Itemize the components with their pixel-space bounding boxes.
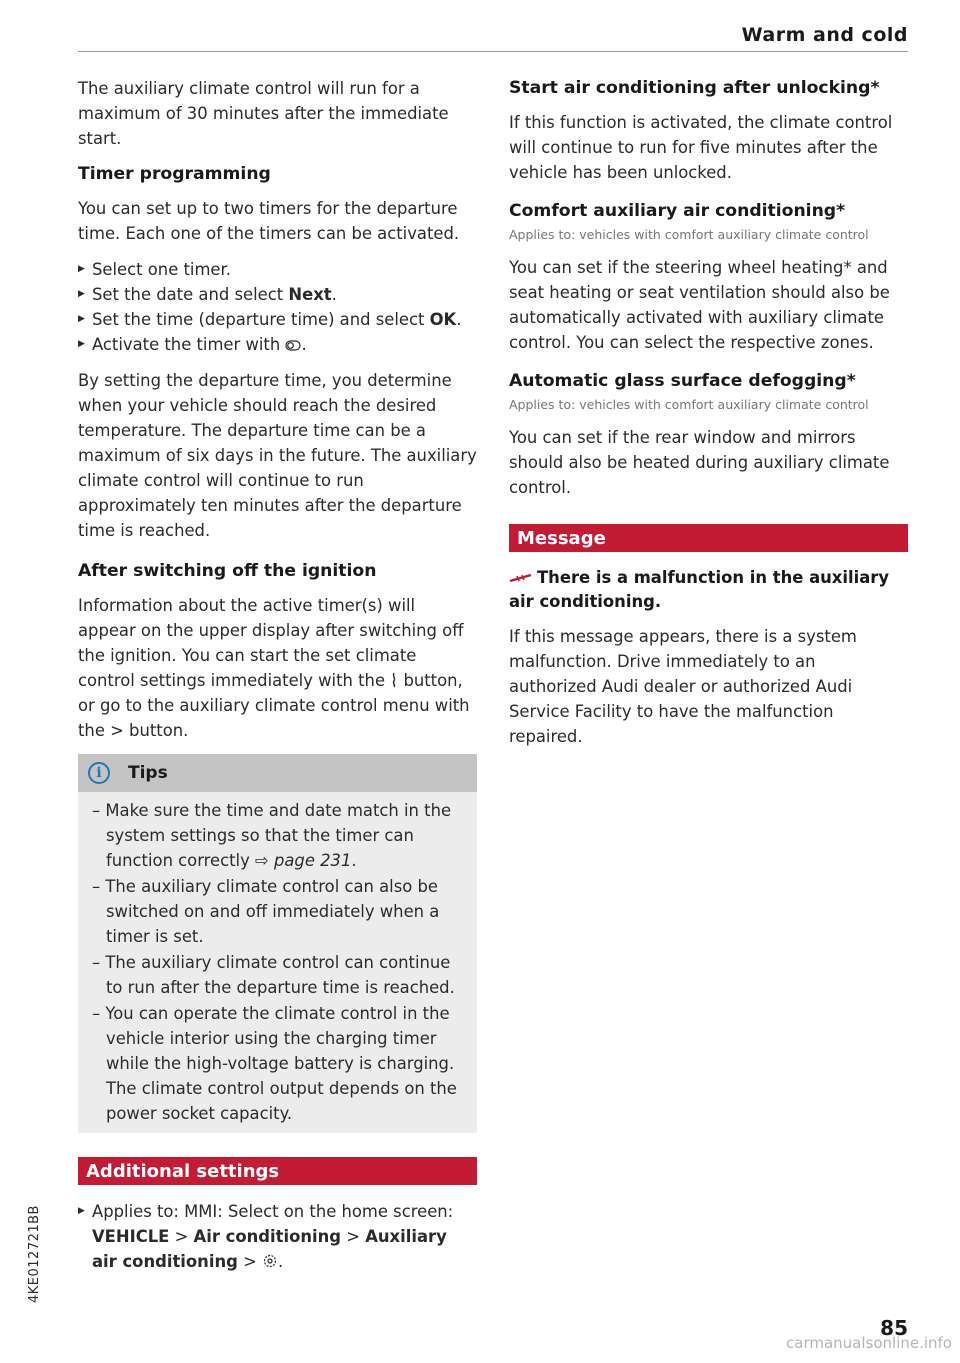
defog-applies: Applies to: vehicles with comfort auxiliary climate control — [509, 397, 869, 412]
page-number: 85 — [880, 1316, 908, 1340]
timer-text: You can set up to two timers for the departure time. Each one of the timers can be activated. — [78, 199, 460, 243]
tip-item: – The auxiliary climate control can continue to run after the departure time is reached. — [92, 953, 455, 997]
page-reference-link[interactable]: ⇨ page 231 — [255, 851, 352, 870]
right-column — [509, 76, 908, 760]
tip-item: – Make sure the time and date match in the system settings so that the timer can function correctly ⇨ page 231. — [92, 801, 452, 870]
step-item: ▶ Activate the timer with . — [78, 332, 477, 357]
aux-heater-warning-icon — [509, 572, 533, 584]
info-icon: i — [88, 762, 110, 784]
warning-message: There is a malfunction in the auxiliary air conditioning. — [509, 568, 890, 611]
watermark: carmanualsonline.info — [786, 1334, 952, 1352]
ignition-heading: After switching off the ignition — [78, 561, 377, 581]
unlock-heading: Start air conditioning after unlocking* — [509, 78, 880, 98]
header-divider — [78, 51, 908, 52]
tips-label: Tips — [128, 763, 168, 783]
tips-header — [78, 754, 477, 792]
timer-steps — [78, 257, 477, 357]
comfort-heading: Comfort auxiliary air conditioning* — [509, 201, 846, 221]
comfort-text: You can set if the steering wheel heating* and seat heating or seat ventilation should also be automatically activated with auxiliary climate control. You can select the respective zones. — [509, 258, 890, 352]
additional-steps — [78, 1199, 477, 1274]
unlock-text: If this function is activated, the climate control will continue to run for five minutes after the vehicle has been unlocked. — [509, 113, 893, 182]
defog-text: You can set if the rear window and mirrors should also be heated during auxiliary climate control. — [509, 428, 890, 497]
tip-item: – The auxiliary climate control can also be switched on and off immediately when a timer is set. — [92, 877, 440, 946]
tip-item: – You can operate the climate control in the vehicle interior using the charging timer while the high-voltage battery is charging. The climate control output depends on the power socket capacity. — [92, 1004, 457, 1123]
settings-gear-icon — [262, 1253, 278, 1269]
comfort-applies: Applies to: vehicles with comfort auxiliary climate control — [509, 227, 869, 242]
section-title: Warm and cold — [741, 24, 908, 46]
document-code: 4KE012721BB — [27, 1205, 42, 1303]
timer-heading: Timer programming — [78, 164, 271, 184]
left-column — [78, 76, 477, 1285]
ignition-text: Information about the active timer(s) will appear on the upper display after switching off the ignition. You can start the set climate control settings immediately with the button, or go to the auxiliary climate control menu with the > button. — [78, 596, 470, 740]
tips-box — [78, 754, 477, 1133]
step-item: ▶ Select one timer. — [78, 257, 477, 282]
step-item: ▶ Set the date and select Next. — [78, 282, 477, 307]
tips-list — [78, 792, 477, 1133]
additional-settings-heading: Additional settings — [78, 1157, 477, 1185]
message-heading: Message — [509, 524, 908, 552]
step-item: ▶ Set the time (departure time) and select OK. — [78, 307, 477, 332]
defog-heading: Automatic glass surface defogging* — [509, 371, 856, 391]
message-text: If this message appears, there is a system malfunction. Drive immediately to an authorized Audi dealer or authorized Audi Service Facility to have the malfunction repaired. — [509, 627, 857, 746]
intro-text: The auxiliary climate control will run for a maximum of 30 minutes after the immediate start. — [78, 79, 449, 148]
toggle-switch-icon — [285, 340, 301, 351]
departure-text: By setting the departure time, you determine when your vehicle should reach the desired temperature. The departure time can be a maximum of six days in the future. The auxiliary climate control will continue to run approximately ten minutes after the departure time is reached. — [78, 371, 477, 540]
step-item: ▶ Applies to: MMI: Select on the home screen: VEHICLE > Air conditioning > Auxiliary air conditioning > . — [78, 1199, 477, 1274]
